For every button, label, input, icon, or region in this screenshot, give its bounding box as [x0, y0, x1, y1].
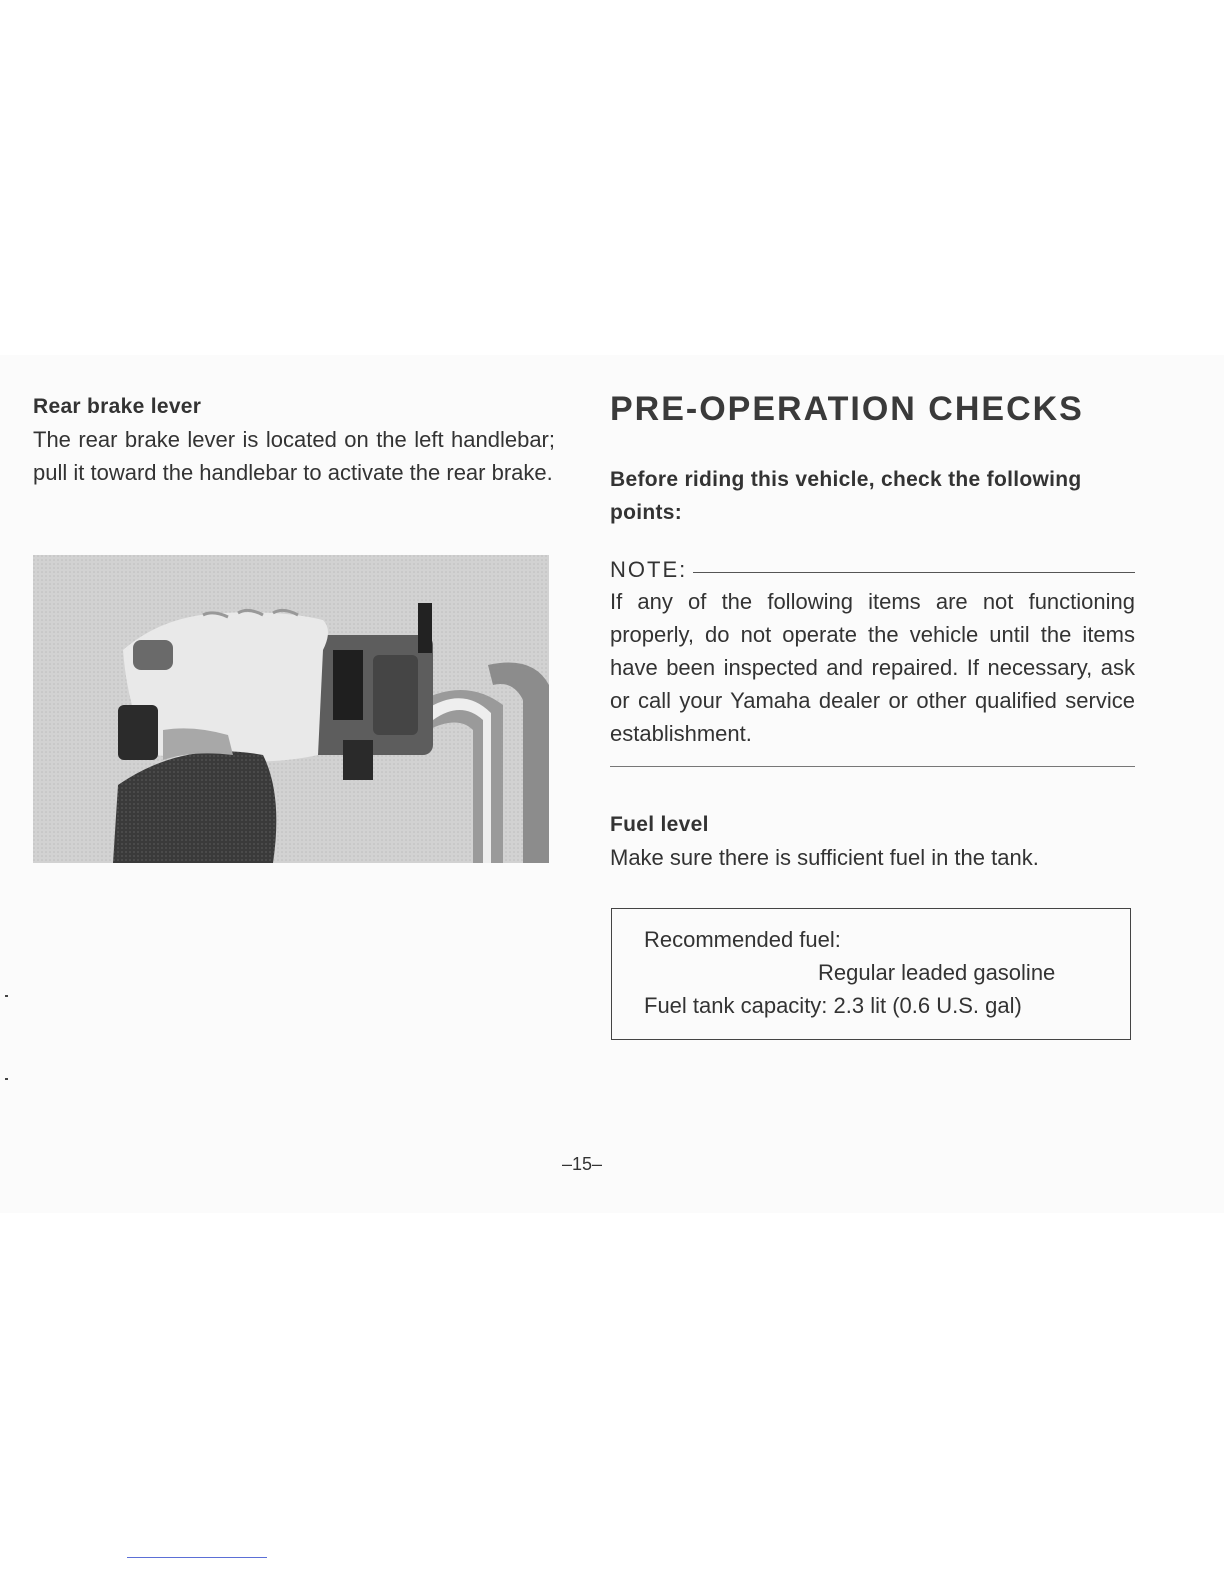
margin-mark	[5, 1078, 8, 1080]
rear-brake-text: The rear brake lever is located on the left handlebar; pull it toward the handlebar to activate the rear brake.	[33, 427, 555, 485]
note-text: If any of the following items are not functioning properly, do not operate the vehicle until the items have been inspected and repaired. If necessary, ask or call your Yamaha dealer or other qualified service establishment.	[610, 589, 1135, 746]
note-header	[610, 557, 1135, 583]
intro-text: Before riding this vehicle, check the following points:	[610, 468, 1082, 524]
page-number: –15–	[561, 1154, 603, 1174]
fuel-tank-capacity: Fuel tank capacity: 2.3 lit (0.6 U.S. gal)	[644, 993, 1022, 1018]
left-column	[33, 395, 555, 489]
margin-mark	[5, 995, 8, 997]
brake-lever-photo	[33, 555, 549, 863]
recommended-fuel-value: Regular leaded gasoline	[818, 960, 1056, 985]
fuel-spec-box	[611, 908, 1131, 1040]
fuel-level-heading: Fuel level	[610, 813, 709, 836]
rear-brake-heading: Rear brake lever	[33, 395, 202, 418]
fuel-level-text: Make sure there is sufficient fuel in the tank.	[610, 845, 1039, 870]
bottom-rule	[127, 1557, 267, 1558]
recommended-fuel-label: Recommended fuel:	[644, 927, 841, 952]
note-divider	[693, 572, 1135, 573]
right-column	[610, 390, 1135, 874]
page-title: PRE-OPERATION CHECKS	[610, 390, 1084, 428]
note-label: NOTE:	[610, 557, 688, 582]
note-end-divider	[610, 766, 1135, 767]
